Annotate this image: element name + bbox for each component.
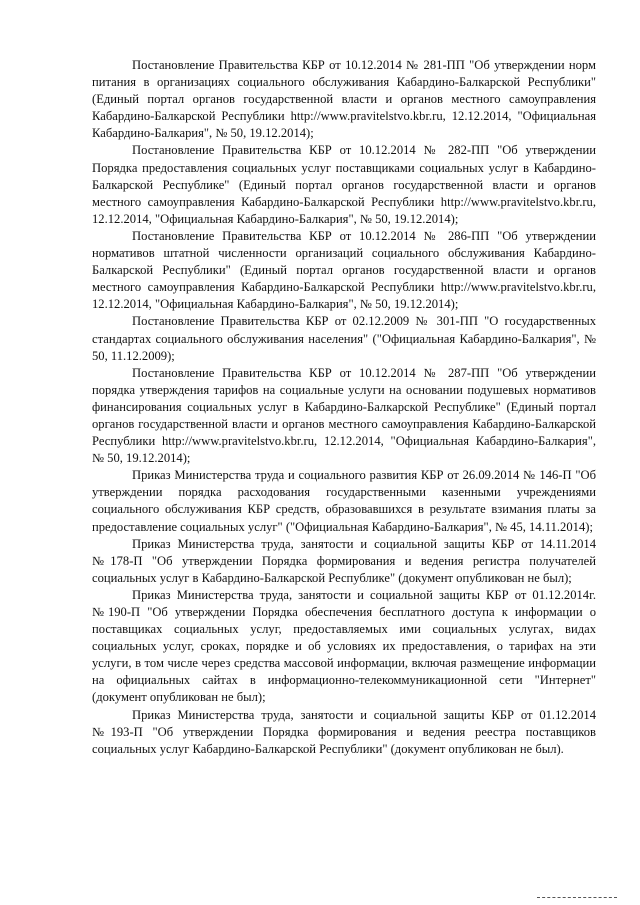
- footer-divider: [537, 897, 617, 899]
- paragraph-resolution-301: Постановление Правительства КБР от 02.12.2009 № 301-ПП "О государственных стандартах социального обслуживания населения" ("Официальная Кабардино-Балкария", № 50, 11.12.2009);: [92, 314, 596, 363]
- paragraph-order-178: Приказ Министерства труда, занятости и социальной защиты КБР от 14.11.2014 №178-П "Об утверждении Порядка формирования и ведения регистра получателей социальных услуг в Кабардино-Балкарской Республике" (документ опубликован не был);: [92, 536, 596, 585]
- document-text: [92, 57, 596, 758]
- paragraph-order-193: Приказ Министерства труда, занятости и социальной защиты КБР от 01.12.2014 №193-П "Об утверждении Порядка формирования и ведения реестра поставщиков социальных услуг Кабардино-Балкарской Республики" (документ опубликован не был).: [92, 707, 596, 756]
- paragraph-resolution-287: Постановление Правительства КБР от 10.12.2014 № 287-ПП "Об утверждении порядка утверждения тарифов на социальные услуги на основании подушевых нормативов финансирования социальных услуг в Кабардино-Балкарской Республике" (Единый портал органов государственной власти и органов местного самоуправления Кабардино-Балкарской Республики http://www.pravitelstvo.kbr.ru, 12.12.2014, "Официальная Кабардино-Балкария", № 50, 19.12.2014);: [92, 365, 596, 466]
- paragraph-resolution-286: Постановление Правительства КБР от 10.12.2014 № 286-ПП "Об утверждении нормативов штатной численности организаций социального обслуживания Кабардино-Балкарской Республики" (Единый портал органов государственной власти и органов местного самоуправления Кабардино-Балкарской Республики http://www.pravitelstvo.kbr.ru, 12.12.2014, "Официальная Кабардино-Балкария", № 50, 19.12.2014);: [92, 228, 596, 312]
- paragraph-order-146: Приказ Министерства труда и социального развития КБР от 26.09.2014 № 146-П "Об утверждении порядка расходования государственными казенными учреждениями социального обслуживания КБР средств, образовавшихся в результате взимания платы за предоставление социальных услуг" ("Официальная Кабардино-Балкария", № 45, 14.11.2014);: [92, 468, 596, 534]
- paragraph-order-190: Приказ Министерства труда, занятости и социальной защиты КБР от 01.12.2014г. №190-П "Об утверждении Порядка обеспечения бесплатного доступа к информации о поставщиках социальных услуг, предоставляемых ими социальных услугах, видах социальных услуг, сроках, порядке и об условиях их предоставления, о тарифах на эти услуги, в том числе через средства массовой информации, включая размещение информации на официальных сайтах в информационно-телекоммуникационной сети "Интернет" (документ опубликован не был);: [92, 587, 596, 705]
- paragraph-resolution-281: Постановление Правительства КБР от 10.12.2014 № 281-ПП "Об утверждении норм питания в организациях социального обслуживания Кабардино-Балкарской Республики" (Единый портал органов государственной власти и органов местного самоуправления Кабардино-Балкарской Республики http://www.pravitelstvo.kbr.ru, 12.12.2014, "Официальная Кабардино-Балкария", № 50, 19.12.2014);: [92, 58, 596, 141]
- paragraph-resolution-282: Постановление Правительства КБР от 10.12.2014 № 282-ПП "Об утверждении Порядка предоставления социальных услуг поставщиками социальных услуг в Кабардино-Балкарской Республике" (Единый портал органов государственной власти и органов местного самоуправления Кабардино-Балкарской Республики http://www.pravitelstvo.kbr.ru, 12.12.2014, "Официальная Кабардино-Балкария", № 50, 19.12.2014);: [92, 143, 596, 226]
